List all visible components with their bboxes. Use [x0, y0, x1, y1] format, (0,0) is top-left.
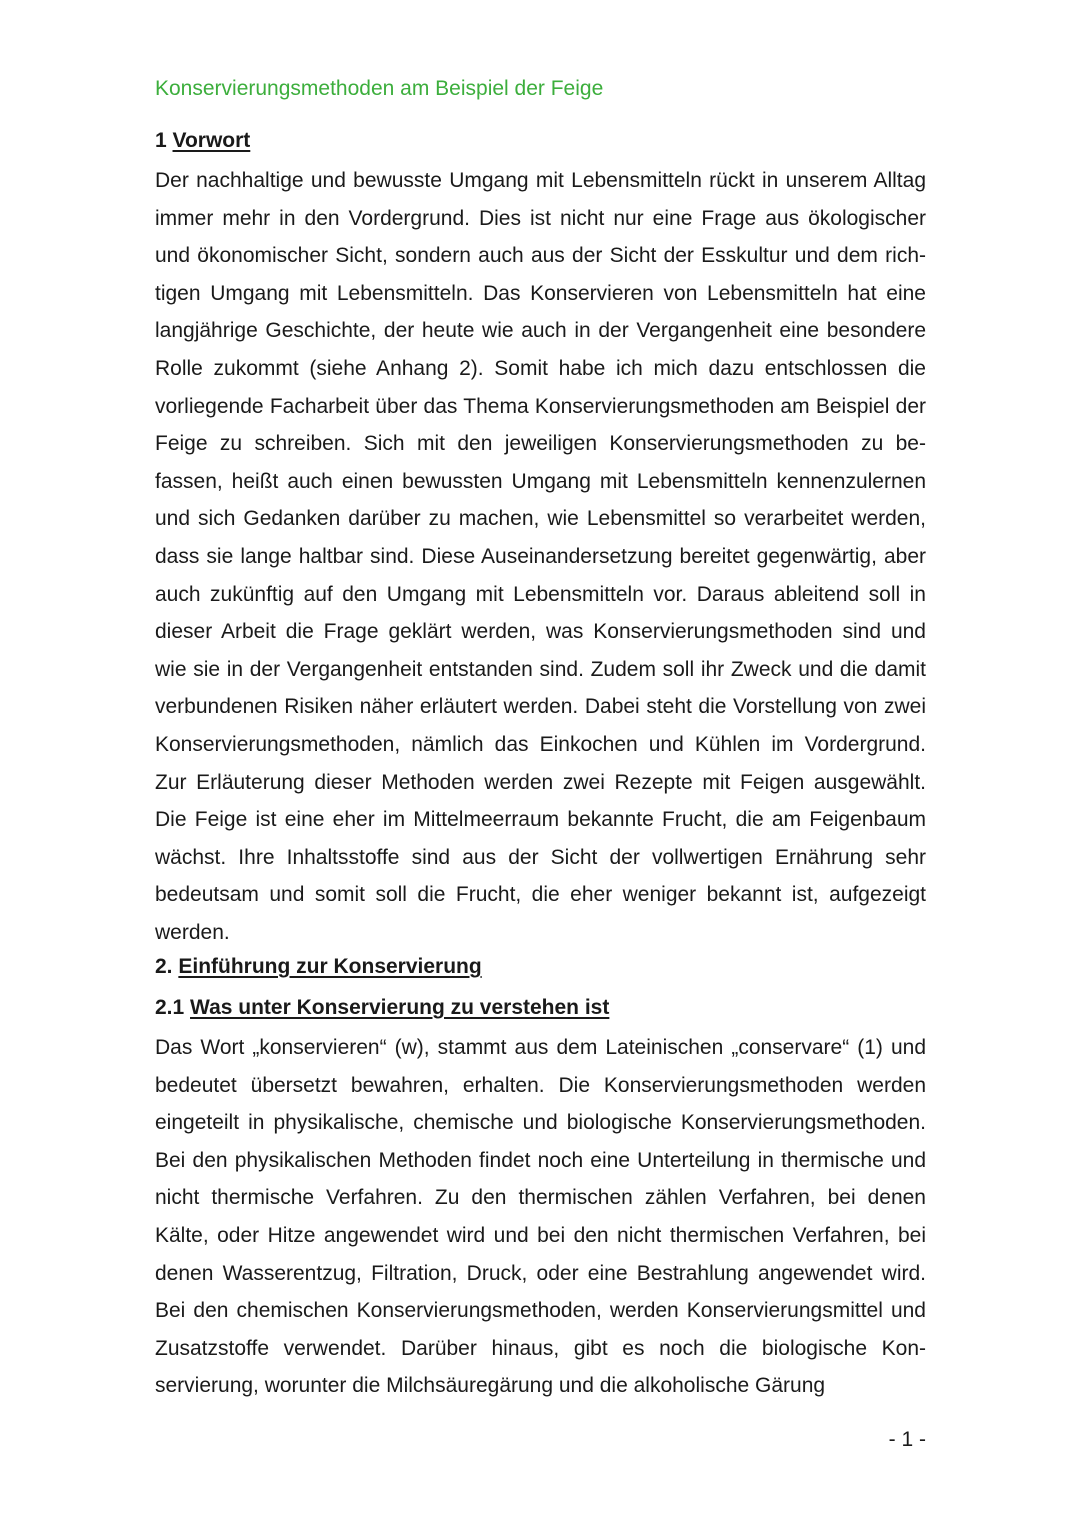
section-heading-konservierung-definition — [155, 996, 609, 1020]
section-heading-text: Was unter Konservierung zu verstehen ist — [190, 996, 610, 1019]
document-title: Konservierungsmethoden am Beispiel der Feige — [155, 77, 604, 100]
konservierung-paragraph: Das Wort „konservieren“ (w), stammt aus dem Lateinischen „conservare“ (1) und bedeutet übersetzt bewahren, erhalten. Die Konservierungsmethoden werden eingeteilt in physikalische, chemische und biologische Konservierungsmethoden. Bei den physikalischen Methoden findet noch eine Unterteilung in thermische und nicht thermische Verfahren. Zu den thermischen zählen Verfahren, bei denen Kälte, oder Hitze angewendet wird und bei den nicht thermischen Verfahren, bei denen Wasserentzug, Filtration, Druck, oder eine Bestrahlung angewendet wird. Bei den chemischen Konservierungsmethoden, werden Konservierungsmittel und Zusatzstoffe verwendet. Darüber hinaus, gibt es noch die biologische Konservierung, worunter die Milchsäuregärung und die alkoholische Gärung — [155, 1036, 926, 1398]
section-heading-text: Einführung zur Konservierung — [178, 955, 482, 978]
section-number: 1 — [155, 129, 173, 152]
section-heading-text: Vorwort — [172, 129, 251, 152]
page-number: - 1 - — [888, 1428, 926, 1451]
section-heading-vorwort — [155, 129, 250, 153]
section-number: 2. — [155, 955, 179, 978]
section-number: 2.1 — [155, 996, 191, 1019]
section-heading-einfuehrung — [155, 955, 482, 979]
vorwort-paragraph: Der nachhaltige und bewusste Umgang mit Lebensmitteln rückt in unserem Alltag immer mehr in den Vordergrund. Dies ist nicht nur eine Frage aus ökologischer und ökonomischer Sicht, sondern auch aus der Sicht der Esskultur und dem richtigen Umgang mit Lebensmitteln. Das Konservieren von Lebensmitteln hat eine langjährige Geschichte, der heute wie auch in der Vergangenheit eine besondere Rolle zukommt (siehe Anhang 2). Somit habe ich mich dazu entschlossen die vorliegende Facharbeit über das Thema Konservierungsmethoden am Beispiel der Feige zu schreiben. Sich mit den jeweiligen Konservierungsmethoden zu befassen, heißt auch einen bewussten Umgang mit Lebensmitteln kennenzulernen und sich Gedanken darüber zu machen, wie Lebensmittel so verarbeitet werden, dass sie lange haltbar sind. Diese Auseinandersetzung bereitet gegenwärtig, aber auch zukünftig auf den Umgang mit Lebensmitteln vor. Daraus ableitend soll in dieser Arbeit die Frage geklärt werden, was Konservierungsmethoden sind und wie sie in der Vergangenheit entstanden sind. Zudem soll ihr Zweck und die damit verbundenen Risiken näher erläutert werden. Dabei steht die Vorstellung von zwei Konservierungsmethoden, nämlich das Einkochen und Kühlen im Vordergrund. Zur Erläuterung dieser Methoden werden zwei Rezepte mit Feigen ausgewählt. Die Feige ist eine eher im Mittelmeerraum bekannte Frucht, die am Feigenbaum wächst. Ihre Inhaltsstoffe sind aus der Sicht der vollwertigen Ernährung sehr bedeutsam und somit soll die Frucht, die eher weniger bekannt ist, aufgezeigt werden. — [155, 169, 926, 944]
